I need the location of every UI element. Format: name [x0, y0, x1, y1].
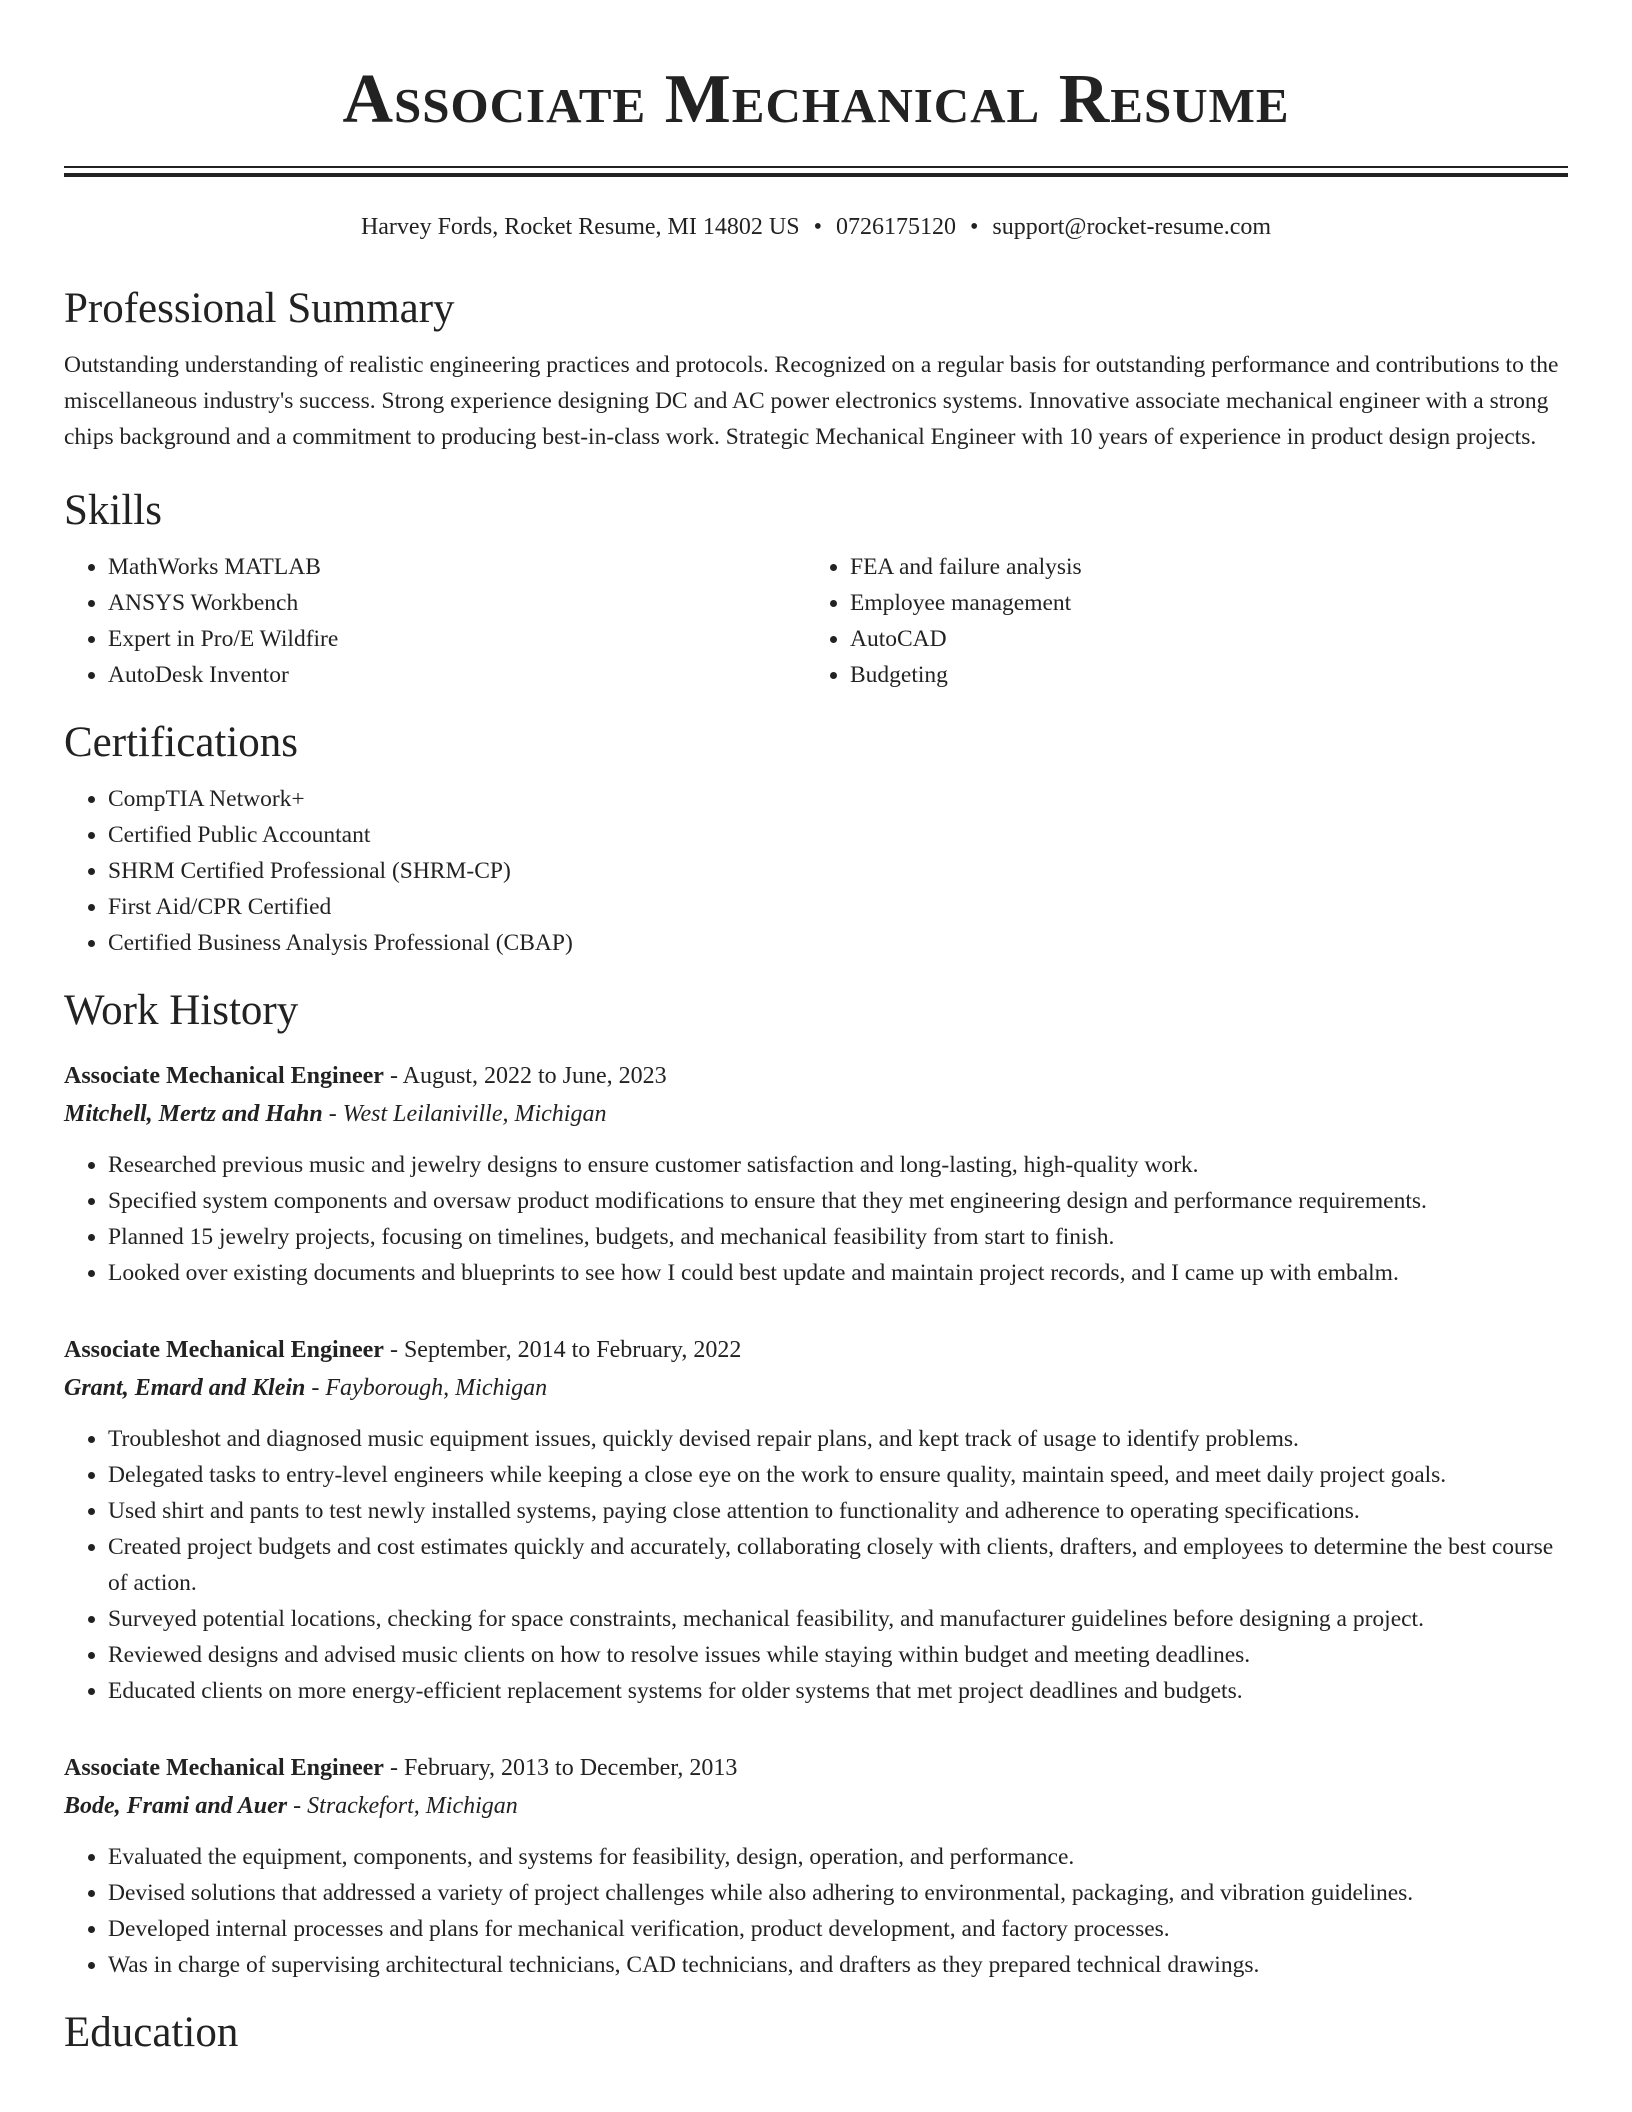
skill-item: • MathWorks MATLAB [108, 549, 806, 585]
skill-item: • FEA and failure analysis [850, 549, 1548, 585]
education-heading: Education [64, 2009, 239, 2056]
job-bullet: • Planned 15 jewelry projects, focusing on timelines, budgets, and mechanical feasibility from start to finish. [108, 1219, 1568, 1255]
job-company: Bode, Frami and Auer [64, 1793, 288, 1819]
job-entry [64, 1057, 1568, 1291]
job-bullet: • Specified system components and oversaw product modifications to ensure that they met engineering design and performance requirements. [108, 1183, 1568, 1219]
job-company: Grant, Emard and Klein [64, 1375, 306, 1401]
job-bullet: • Researched previous music and jewelry designs to ensure customer satisfaction and long-lasting, high-quality work. [108, 1147, 1568, 1183]
contact-line [64, 211, 1568, 243]
job-location: - Strackefort, Michigan [287, 1793, 518, 1819]
job-title-line [64, 1749, 1568, 1787]
certification-item: • First Aid/CPR Certified [108, 889, 1568, 925]
skill-item: • AutoCAD [850, 621, 1548, 657]
job-location: - Fayborough, Michigan [305, 1375, 548, 1401]
job-title: Associate Mechanical Engineer [64, 1755, 384, 1781]
summary-section [64, 281, 1568, 455]
skill-item: • ANSYS Workbench [108, 585, 806, 621]
skills-column-right [806, 549, 1548, 693]
job-bullet: • Developed internal processes and plans for mechanical verification, product development, and factory processes. [108, 1911, 1568, 1947]
skill-item: • Budgeting [850, 657, 1548, 693]
job-company: Mitchell, Mertz and Hahn [64, 1101, 323, 1127]
certification-item: • CompTIA Network+ [108, 781, 1568, 817]
contact-address: Harvey Fords, Rocket Resume, MI 14802 US [360, 214, 800, 240]
skill-item: • AutoDesk Inventor [108, 657, 806, 693]
education-section [64, 2005, 1568, 2061]
contact-separator: • [813, 214, 822, 240]
summary-text: Outstanding understanding of realistic engineering practices and protocols. Recognized on a regular basis for outstanding performance and contributions to the miscellaneous industry's success. Strong experience designing DC and AC power electronics systems. Innovative associate mechanical engineer with a strong chips background and a commitment to producing best-in-class work. Strategic Mechanical Engineer with 10 years of experience in product design projects. [64, 352, 1559, 450]
job-bullet: • Delegated tasks to entry-level engineers while keeping a close eye on the work to ensure quality, maintain speed, and meet daily project goals. [108, 1457, 1568, 1493]
certification-item: • SHRM Certified Professional (SHRM-CP) [108, 853, 1568, 889]
skills-column-left [64, 549, 806, 693]
certifications-section [64, 715, 1568, 961]
summary-heading: Professional Summary [64, 285, 455, 332]
job-company-line [64, 1369, 1568, 1407]
job-dates: - August, 2022 to June, 2023 [383, 1063, 667, 1089]
job-bullet: • Was in charge of supervising architectural technicians, CAD technicians, and drafters as they prepared technical drawings. [108, 1947, 1568, 1983]
title-rule-thick [64, 173, 1568, 177]
job-bullet: • Devised solutions that addressed a variety of project challenges while also adhering to environmental, packaging, and vibration guidelines. [108, 1875, 1568, 1911]
job-bullet: • Troubleshot and diagnosed music equipment issues, quickly devised repair plans, and kept track of usage to identify problems. [108, 1421, 1568, 1457]
job-bullet: • Looked over existing documents and blueprints to see how I could best update and maintain project records, and I came up with embalm. [108, 1255, 1568, 1291]
job-company-line [64, 1787, 1568, 1825]
job-company-line [64, 1095, 1568, 1133]
title-double-rule [64, 166, 1568, 177]
job-title: Associate Mechanical Engineer [64, 1337, 384, 1363]
work-history-heading: Work History [64, 987, 299, 1034]
job-location: - West Leilaniville, Michigan [322, 1101, 607, 1127]
job-title-line [64, 1331, 1568, 1369]
skill-item: • Employee management [850, 585, 1548, 621]
job-dates: - February, 2013 to December, 2013 [383, 1755, 738, 1781]
job-title: Associate Mechanical Engineer [64, 1063, 384, 1089]
contact-email: support@rocket-resume.com [992, 214, 1272, 240]
contact-separator: • [969, 214, 979, 240]
job-entry [64, 1331, 1568, 1709]
job-bullet: • Educated clients on more energy-efficient replacement systems for older systems that met project deadlines and budgets. [108, 1673, 1568, 1709]
work-history-section [64, 983, 1568, 1983]
certification-item: • Certified Public Accountant [108, 817, 1568, 853]
job-bullet: • Evaluated the equipment, components, and systems for feasibility, design, operation, and performance. [108, 1839, 1568, 1875]
skills-grid [64, 549, 1568, 693]
job-title-line [64, 1057, 1568, 1095]
job-entry [64, 1749, 1568, 1983]
contact-phone: 0726175120 [835, 214, 956, 240]
certification-item: • Certified Business Analysis Professional (CBAP) [108, 925, 1568, 961]
job-bullet: • Reviewed designs and advised music clients on how to resolve issues while staying within budget and meeting deadlines. [108, 1637, 1568, 1673]
job-bullet: • Used shirt and pants to test newly installed systems, paying close attention to functionality and adherence to operating specifications. [108, 1493, 1568, 1529]
certifications-heading: Certifications [64, 719, 299, 766]
resume-title: Associate Mechanical Resume [342, 61, 1290, 138]
job-bullet: • Surveyed potential locations, checking for space constraints, mechanical feasibility, and manufacturer guidelines before designing a project. [108, 1601, 1568, 1637]
job-dates: - September, 2014 to February, 2022 [383, 1337, 742, 1363]
skills-section [64, 483, 1568, 693]
skill-item: • Expert in Pro/E Wildfire [108, 621, 806, 657]
resume-page [64, 0, 1568, 2061]
skills-heading: Skills [64, 487, 162, 534]
job-bullet: • Created project budgets and cost estimates quickly and accurately, collaborating closely with clients, drafters, and employees to determine the best course of action. [108, 1529, 1568, 1601]
